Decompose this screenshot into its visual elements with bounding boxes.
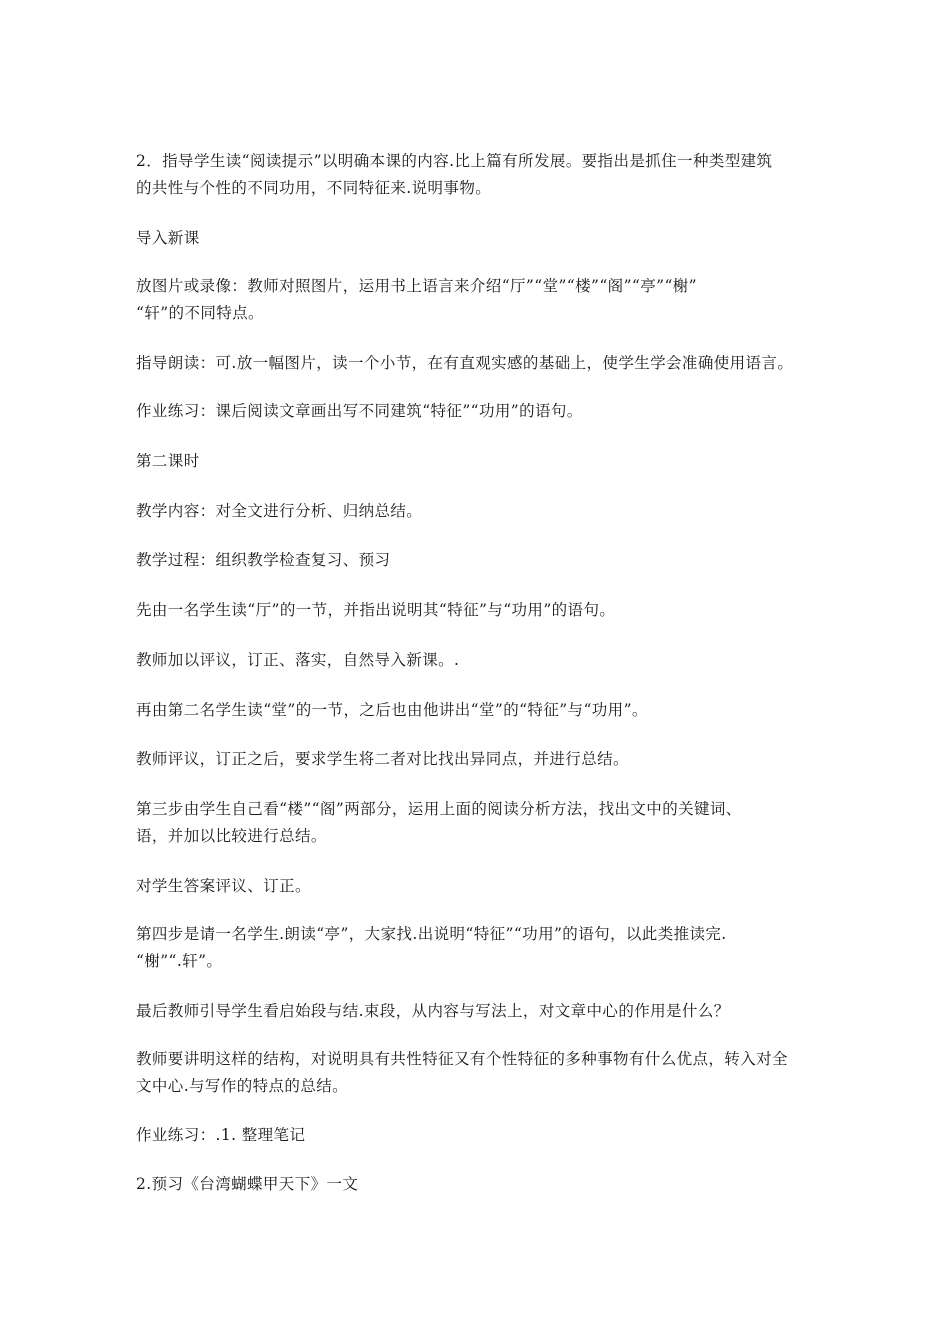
paragraph-line: 的共性与个性的不同功用，不同特征来.说明事物。: [136, 179, 492, 197]
paragraph-line: 作业练习：.1. 整理笔记: [136, 1126, 306, 1144]
paragraph-line: 作业练习：课后阅读文章画出写不同建筑“特征”“功用”的语句。: [136, 402, 583, 420]
paragraph-line: 教师要讲明这样的结构，对说明具有共性特征又有个性特征的多种事物有什么优点，转入对全: [136, 1050, 788, 1068]
paragraph-line: 第二课时: [136, 452, 200, 470]
paragraph-line: 导入新课: [136, 229, 200, 247]
paragraph-second-student: [136, 697, 826, 724]
paragraph-hall-reading: [136, 597, 826, 624]
paragraph-line: 再由第二名学生读“堂”的一节，之后也由他讲出“堂”的“特征”与“功用”。: [136, 701, 648, 719]
paragraph-answer-review: [136, 873, 826, 900]
paragraph-line: 对学生答案评议、订正。: [136, 877, 311, 895]
paragraph-line: 先由一名学生读“厅”的一节，并指出说明其“特征”与“功用”的语句。: [136, 601, 616, 619]
paragraph-line: 教师加以评议，订正、落实，自然导入新课。.: [136, 651, 460, 669]
paragraph-line: “轩”的不同特点。: [136, 304, 264, 322]
paragraph-line: 指导朗读：可.放一幅图片，读一个小节，在有直观实感的基础上，使学生学会准确使用语言。: [136, 354, 794, 372]
paragraph-line: 语，并加以比较进行总结。: [136, 827, 327, 845]
paragraph-teaching-content: [136, 498, 826, 525]
paragraph-homework-1: [136, 398, 826, 425]
paragraph-line: 最后教师引导学生看启始段与结.束段，从内容与写法上，对文章中心的作用是什么？: [136, 1002, 730, 1020]
paragraph-line: 文中心.与写作的特点的总结。: [136, 1077, 349, 1095]
paragraph-step-three: [136, 796, 826, 850]
paragraph-structure-explain: [136, 1046, 826, 1100]
paragraph-reading-guide: [136, 148, 826, 202]
paragraph-step-four: [136, 921, 826, 975]
paragraph-line: 教学内容：对全文进行分析、归纳总结。: [136, 502, 423, 520]
paragraph-homework-2: [136, 1122, 826, 1149]
paragraph-closing-analysis: [136, 998, 826, 1025]
paragraph-line: 第四步是请一名学生.朗读“亭”，大家找.出说明“特征”“功用”的语句，以此类推读完.: [136, 925, 727, 943]
paragraph-line: 2．指导学生读“阅读提示”以明确本课的内容.比上篇有所发展。要指出是抓住一种类型建筑: [136, 152, 773, 170]
section-heading-second-lesson: [136, 448, 826, 475]
section-heading-intro: [136, 225, 826, 252]
paragraph-teacher-comment: [136, 647, 826, 674]
paragraph-read-aloud: [136, 350, 826, 377]
paragraph-line: 教学过程：组织教学检查复习、预习: [136, 551, 391, 569]
paragraph-line: “榭”“.轩”。: [136, 952, 223, 970]
paragraph-line: 2.预习《台湾蝴蝶甲天下》一文: [136, 1175, 359, 1193]
paragraph-line: 放图片或录像：教师对照图片，运用书上语言来介绍“厅”“堂”“楼”“阁”“亭”“榭”: [136, 277, 697, 295]
paragraph-preview: [136, 1171, 826, 1198]
paragraph-compare: [136, 746, 826, 773]
paragraph-line: 教师评议，订正之后，要求学生将二者对比找出异同点，并进行总结。: [136, 750, 629, 768]
paragraph-line: 第三步由学生自己看“楼”“阁”两部分，运用上面的阅读分析方法，找出文中的关键词、: [136, 800, 742, 818]
paragraph-teaching-process: [136, 547, 826, 574]
paragraph-images: [136, 273, 826, 327]
